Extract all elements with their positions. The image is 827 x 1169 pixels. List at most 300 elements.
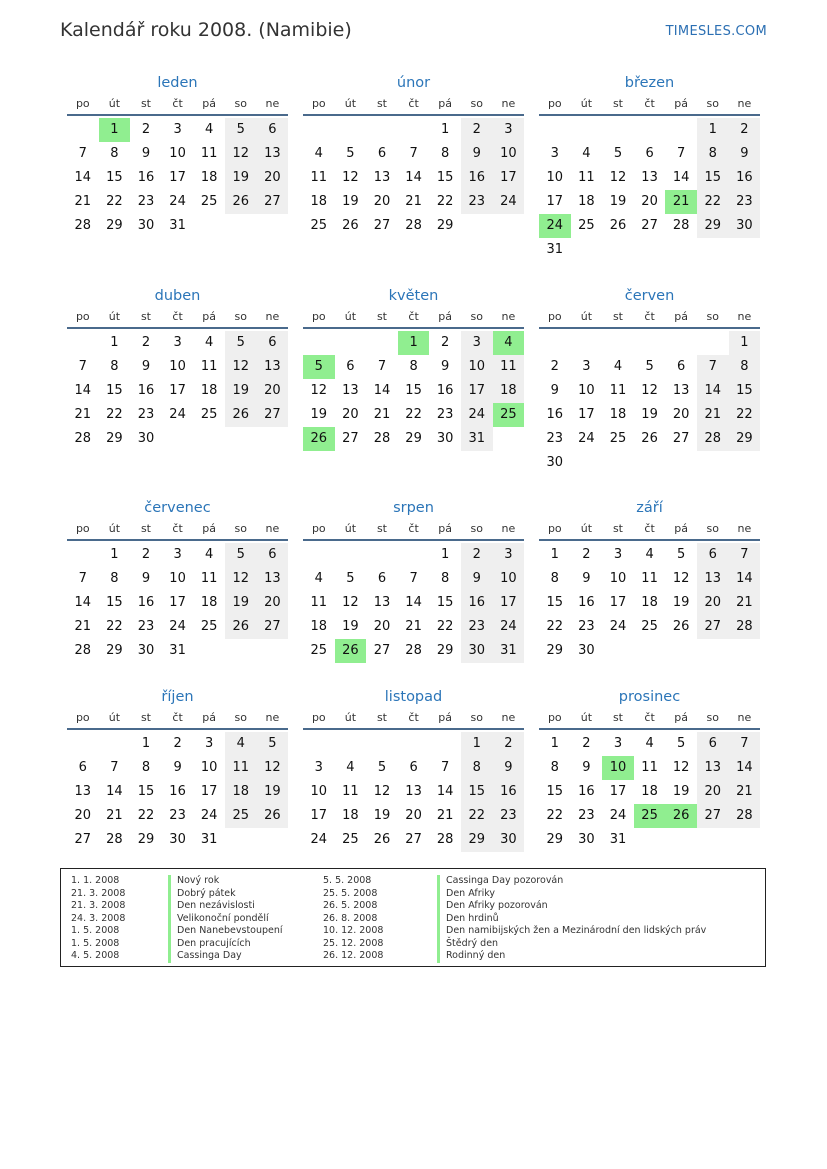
day-cell: 28 <box>74 643 92 658</box>
day-cell: 3 <box>461 331 493 355</box>
weekday-label: st <box>612 522 623 535</box>
day-cell: 7 <box>377 359 387 374</box>
day-cell: 27 <box>697 804 729 828</box>
weekday-label: so <box>234 522 247 535</box>
day-grid <box>67 118 288 238</box>
day-cell: 10 <box>609 571 627 586</box>
day-cell: 6 <box>257 543 289 567</box>
day-cell: 14 <box>74 595 92 610</box>
day-cell: 11 <box>342 784 359 799</box>
day-cell: 28 <box>697 427 729 451</box>
holiday-dates-left <box>71 875 125 963</box>
day-cell: 11 <box>493 355 525 379</box>
day-cell: 17 <box>493 591 525 615</box>
holiday-day-cell: 10 <box>602 756 634 780</box>
holiday-name: Den namibijských žen a Mezinárodní den lidských práv <box>437 925 706 938</box>
weekday-label: ne <box>265 522 280 535</box>
month-name: září <box>636 500 663 516</box>
day-cell: 20 <box>257 379 289 403</box>
weekday-label: ne <box>501 522 516 535</box>
month-1 <box>67 72 288 238</box>
day-cell: 7 <box>677 146 686 161</box>
day-cell: 12 <box>672 571 690 586</box>
day-cell: 9 <box>141 571 151 586</box>
day-cell: 17 <box>169 170 186 185</box>
day-cell: 11 <box>200 146 218 161</box>
day-cell: 31 <box>609 832 627 847</box>
day-cell: 29 <box>106 643 123 658</box>
weekday-label: út <box>108 310 121 323</box>
weekday-label: po <box>311 97 326 110</box>
weekday-label: po <box>547 97 562 110</box>
day-cell: 13 <box>697 756 729 780</box>
day-cell: 23 <box>729 190 761 214</box>
day-cell: 30 <box>436 431 454 446</box>
day-cell: 17 <box>169 383 186 398</box>
holiday-date: 26. 8. 2008 <box>323 912 378 924</box>
day-cell: 19 <box>641 407 658 422</box>
day-cell: 1 <box>441 547 450 562</box>
weekday-label: st <box>140 97 151 110</box>
day-cell: 15 <box>106 595 123 610</box>
day-cell: 24 <box>169 407 186 422</box>
day-cell: 18 <box>493 379 525 403</box>
empty-cell <box>429 732 461 756</box>
day-cell: 1 <box>110 547 119 562</box>
day-cell: 4 <box>314 571 323 586</box>
day-grid <box>539 331 760 475</box>
day-cell: 5 <box>677 736 686 751</box>
day-cell: 9 <box>141 359 151 374</box>
day-cell: 5 <box>645 359 654 374</box>
day-cell: 10 <box>169 571 186 586</box>
day-cell: 25 <box>342 832 359 847</box>
day-cell: 2 <box>582 547 591 562</box>
holiday-day-cell: 24 <box>539 214 571 238</box>
empty-cell <box>366 331 398 355</box>
day-cell: 7 <box>110 760 119 775</box>
day-cell: 5 <box>225 118 257 142</box>
weekday-label: ne <box>265 711 280 724</box>
weekday-label: pá <box>202 711 217 724</box>
weekday-header <box>539 307 760 329</box>
day-cell: 20 <box>405 808 422 823</box>
weekday-label: so <box>234 711 247 724</box>
day-cell: 18 <box>641 595 658 610</box>
day-cell: 19 <box>672 784 690 799</box>
day-cell: 21 <box>74 619 92 634</box>
day-cell: 27 <box>641 218 658 233</box>
day-cell: 10 <box>461 355 493 379</box>
day-cell: 14 <box>729 756 761 780</box>
holiday-date: 26. 12. 2008 <box>323 950 384 961</box>
day-cell: 27 <box>672 431 690 446</box>
day-cell: 28 <box>405 643 422 658</box>
weekday-label: út <box>344 522 357 535</box>
day-cell: 15 <box>436 595 454 610</box>
day-cell: 18 <box>578 194 595 209</box>
day-cell: 22 <box>461 804 493 828</box>
day-cell: 23 <box>137 194 155 209</box>
day-cell: 17 <box>493 166 525 190</box>
weekday-label: so <box>470 711 483 724</box>
day-cell: 13 <box>373 170 391 185</box>
holiday-day-cell: 26 <box>335 639 367 663</box>
day-cell: 5 <box>377 760 387 775</box>
day-cell: 3 <box>613 547 623 562</box>
weekday-label: st <box>140 711 151 724</box>
day-cell: 3 <box>493 543 525 567</box>
day-cell: 11 <box>641 760 658 775</box>
weekday-header <box>303 519 524 541</box>
day-cell: 22 <box>546 619 564 634</box>
day-cell: 26 <box>225 403 257 427</box>
weekday-label: čt <box>408 310 419 323</box>
weekday-label: út <box>108 522 121 535</box>
empty-cell <box>335 331 367 355</box>
day-cell: 29 <box>436 643 454 658</box>
weekday-label: so <box>706 711 719 724</box>
day-cell: 10 <box>493 567 525 591</box>
day-cell: 13 <box>373 595 391 610</box>
holiday-date: 24. 3. 2008 <box>71 912 126 924</box>
weekday-label: út <box>344 310 357 323</box>
page-title: Kalendář roku 2008. (Namibie) <box>60 19 352 41</box>
day-cell: 18 <box>200 595 218 610</box>
month-12 <box>539 686 760 852</box>
day-cell: 19 <box>225 591 257 615</box>
empty-cell <box>539 118 571 142</box>
day-cell: 1 <box>697 118 729 142</box>
holiday-name: Den nezávislosti <box>168 900 283 913</box>
day-cell: 22 <box>697 190 729 214</box>
empty-cell <box>303 732 335 756</box>
day-grid <box>539 118 760 262</box>
empty-cell <box>303 543 335 567</box>
holiday-date: 21. 3. 2008 <box>71 887 126 899</box>
month-8 <box>303 497 524 663</box>
day-cell: 3 <box>493 118 525 142</box>
day-cell: 23 <box>546 431 564 446</box>
day-cell: 9 <box>582 571 591 586</box>
day-cell: 19 <box>672 595 690 610</box>
month-name: březen <box>624 75 675 91</box>
weekday-label: so <box>234 97 247 110</box>
day-cell: 24 <box>578 431 595 446</box>
day-cell: 19 <box>310 407 328 422</box>
holiday-day-cell: 26 <box>665 804 697 828</box>
weekday-label: po <box>547 522 562 535</box>
day-cell: 7 <box>78 359 87 374</box>
weekday-label: pá <box>438 310 453 323</box>
day-cell: 16 <box>169 784 186 799</box>
day-cell: 4 <box>205 335 214 350</box>
day-cell: 24 <box>493 615 525 639</box>
weekday-label: po <box>311 522 326 535</box>
day-cell: 25 <box>200 619 218 634</box>
weekday-label: čt <box>172 522 183 535</box>
empty-cell <box>697 331 729 355</box>
day-cell: 22 <box>436 619 454 634</box>
weekday-label: pá <box>438 522 453 535</box>
holiday-name: Rodinný den <box>437 950 706 963</box>
day-cell: 6 <box>377 146 387 161</box>
day-cell: 16 <box>729 166 761 190</box>
empty-cell <box>335 732 367 756</box>
empty-cell <box>398 732 430 756</box>
weekday-label: st <box>376 97 387 110</box>
weekday-label: st <box>376 522 387 535</box>
weekday-label: ne <box>737 711 752 724</box>
day-cell: 13 <box>697 567 729 591</box>
day-cell: 6 <box>409 760 418 775</box>
day-cell: 12 <box>342 170 359 185</box>
weekday-label: so <box>470 522 483 535</box>
day-cell: 25 <box>578 218 595 233</box>
day-cell: 9 <box>729 142 761 166</box>
day-cell: 14 <box>405 595 422 610</box>
day-grid <box>303 331 524 451</box>
holiday-name: Dobrý pátek <box>168 888 283 901</box>
day-cell: 26 <box>672 619 690 634</box>
weekday-label: so <box>706 310 719 323</box>
day-cell: 14 <box>672 170 690 185</box>
day-cell: 30 <box>137 643 155 658</box>
day-cell: 23 <box>461 190 493 214</box>
day-cell: 7 <box>729 732 761 756</box>
weekday-header <box>67 708 288 730</box>
day-cell: 12 <box>225 355 257 379</box>
day-cell: 19 <box>342 619 359 634</box>
day-cell: 10 <box>493 142 525 166</box>
day-cell: 20 <box>641 194 658 209</box>
empty-cell <box>602 118 634 142</box>
day-cell: 12 <box>672 760 690 775</box>
day-cell: 12 <box>310 383 328 398</box>
weekday-label: út <box>580 97 593 110</box>
day-cell: 17 <box>169 595 186 610</box>
day-cell: 8 <box>697 142 729 166</box>
holiday-name: Den pracujících <box>168 938 283 951</box>
day-cell: 6 <box>697 543 729 567</box>
weekday-label: čt <box>172 711 183 724</box>
day-cell: 26 <box>641 431 658 446</box>
weekday-label: pá <box>202 310 217 323</box>
weekday-label: ne <box>501 711 516 724</box>
day-cell: 23 <box>169 808 186 823</box>
holiday-day-cell: 1 <box>99 118 131 142</box>
day-cell: 21 <box>74 194 92 209</box>
weekday-label: st <box>376 711 387 724</box>
day-cell: 1 <box>550 547 559 562</box>
day-cell: 21 <box>405 194 422 209</box>
brand-link[interactable]: TIMESLES.COM <box>665 24 767 39</box>
day-cell: 4 <box>582 146 591 161</box>
empty-cell <box>398 543 430 567</box>
month-6 <box>539 285 760 475</box>
day-cell: 29 <box>697 214 729 238</box>
day-cell: 22 <box>106 407 123 422</box>
day-cell: 13 <box>257 567 289 591</box>
day-cell: 30 <box>578 832 595 847</box>
weekday-label: čt <box>408 522 419 535</box>
day-cell: 13 <box>405 784 422 799</box>
weekday-label: so <box>470 97 483 110</box>
weekday-label: po <box>75 97 90 110</box>
weekday-header <box>303 94 524 116</box>
holiday-legend <box>60 868 766 967</box>
day-cell: 18 <box>200 170 218 185</box>
day-cell: 21 <box>74 407 92 422</box>
day-cell: 18 <box>200 383 218 398</box>
day-cell: 6 <box>645 146 654 161</box>
day-cell: 7 <box>78 146 87 161</box>
day-cell: 26 <box>342 218 359 233</box>
weekday-label: st <box>612 711 623 724</box>
day-cell: 15 <box>137 784 155 799</box>
day-cell: 24 <box>461 403 493 427</box>
day-cell: 9 <box>461 142 493 166</box>
day-cell: 24 <box>200 808 218 823</box>
day-cell: 8 <box>441 146 450 161</box>
day-cell: 6 <box>697 732 729 756</box>
day-cell: 10 <box>200 760 218 775</box>
day-cell: 8 <box>550 760 559 775</box>
day-cell: 21 <box>729 780 761 804</box>
weekday-label: čt <box>644 522 655 535</box>
day-cell: 20 <box>672 407 690 422</box>
weekday-label: so <box>706 97 719 110</box>
day-cell: 4 <box>645 736 654 751</box>
weekday-label: pá <box>202 97 217 110</box>
weekday-label: po <box>75 522 90 535</box>
day-cell: 13 <box>342 383 359 398</box>
day-cell: 9 <box>461 567 493 591</box>
month-name: duben <box>154 288 201 304</box>
day-cell: 4 <box>645 547 654 562</box>
holiday-date: 1. 5. 2008 <box>71 925 120 936</box>
day-cell: 15 <box>106 383 123 398</box>
day-cell: 16 <box>137 595 155 610</box>
day-cell: 4 <box>346 760 355 775</box>
day-cell: 12 <box>373 784 391 799</box>
empty-cell <box>67 732 99 756</box>
month-10 <box>67 686 288 852</box>
weekday-header <box>67 307 288 329</box>
day-cell: 19 <box>225 379 257 403</box>
weekday-label: út <box>108 97 121 110</box>
day-cell: 31 <box>493 639 525 663</box>
day-cell: 10 <box>310 784 328 799</box>
day-cell: 18 <box>342 808 359 823</box>
holiday-name: Cassinga Day pozorován <box>437 875 706 888</box>
day-cell: 17 <box>546 194 564 209</box>
weekday-label: pá <box>674 97 689 110</box>
day-cell: 20 <box>257 591 289 615</box>
holiday-day-cell: 5 <box>303 355 335 379</box>
day-cell: 21 <box>106 808 123 823</box>
day-cell: 30 <box>578 643 595 658</box>
day-cell: 16 <box>436 383 454 398</box>
day-cell: 28 <box>672 218 690 233</box>
day-cell: 14 <box>436 784 454 799</box>
day-cell: 15 <box>546 784 564 799</box>
day-cell: 5 <box>613 146 623 161</box>
day-cell: 14 <box>697 379 729 403</box>
day-cell: 23 <box>137 407 155 422</box>
month-5 <box>303 285 524 451</box>
day-cell: 27 <box>257 403 289 427</box>
day-cell: 11 <box>609 383 627 398</box>
empty-cell <box>665 118 697 142</box>
weekday-label: ne <box>265 310 280 323</box>
holiday-name: Cassinga Day <box>168 950 283 963</box>
day-cell: 19 <box>609 194 627 209</box>
day-cell: 8 <box>441 571 450 586</box>
day-cell: 22 <box>436 194 454 209</box>
day-cell: 3 <box>582 359 591 374</box>
day-cell: 18 <box>609 407 627 422</box>
day-cell: 30 <box>546 455 564 470</box>
holiday-name: Nový rok <box>168 875 283 888</box>
day-cell: 24 <box>169 619 186 634</box>
weekday-label: ne <box>265 97 280 110</box>
day-cell: 27 <box>257 190 289 214</box>
day-cell: 14 <box>373 383 391 398</box>
month-3 <box>539 72 760 262</box>
day-cell: 16 <box>461 591 493 615</box>
day-cell: 1 <box>441 122 450 137</box>
weekday-label: st <box>140 522 151 535</box>
month-name: listopad <box>384 689 443 705</box>
day-cell: 27 <box>342 431 359 446</box>
weekday-label: út <box>580 310 593 323</box>
holiday-name: Den Afriky <box>437 888 706 901</box>
day-cell: 14 <box>106 784 123 799</box>
day-cell: 23 <box>137 619 155 634</box>
day-cell: 1 <box>729 331 761 355</box>
weekday-label: pá <box>438 97 453 110</box>
day-cell: 3 <box>173 335 182 350</box>
day-cell: 18 <box>641 784 658 799</box>
day-cell: 15 <box>546 595 564 610</box>
day-cell: 11 <box>641 571 658 586</box>
month-name: červenec <box>144 500 211 516</box>
day-cell: 30 <box>493 828 525 852</box>
day-cell: 29 <box>546 643 564 658</box>
holiday-date: 1. 5. 2008 <box>71 937 120 949</box>
weekday-label: po <box>547 711 562 724</box>
day-grid <box>67 732 288 852</box>
day-cell: 29 <box>436 218 454 233</box>
day-cell: 6 <box>78 760 87 775</box>
weekday-header <box>539 708 760 730</box>
day-cell: 20 <box>373 194 391 209</box>
holiday-date: 10. 12. 2008 <box>323 925 384 936</box>
day-cell: 17 <box>200 784 218 799</box>
day-grid <box>67 331 288 451</box>
day-cell: 3 <box>205 736 214 751</box>
day-cell: 29 <box>546 832 564 847</box>
day-cell: 9 <box>582 760 591 775</box>
day-cell: 29 <box>106 218 123 233</box>
weekday-label: po <box>311 310 326 323</box>
day-cell: 18 <box>225 780 257 804</box>
day-cell: 7 <box>78 571 87 586</box>
day-cell: 4 <box>205 547 214 562</box>
weekday-label: ne <box>501 310 516 323</box>
day-cell: 24 <box>609 808 627 823</box>
